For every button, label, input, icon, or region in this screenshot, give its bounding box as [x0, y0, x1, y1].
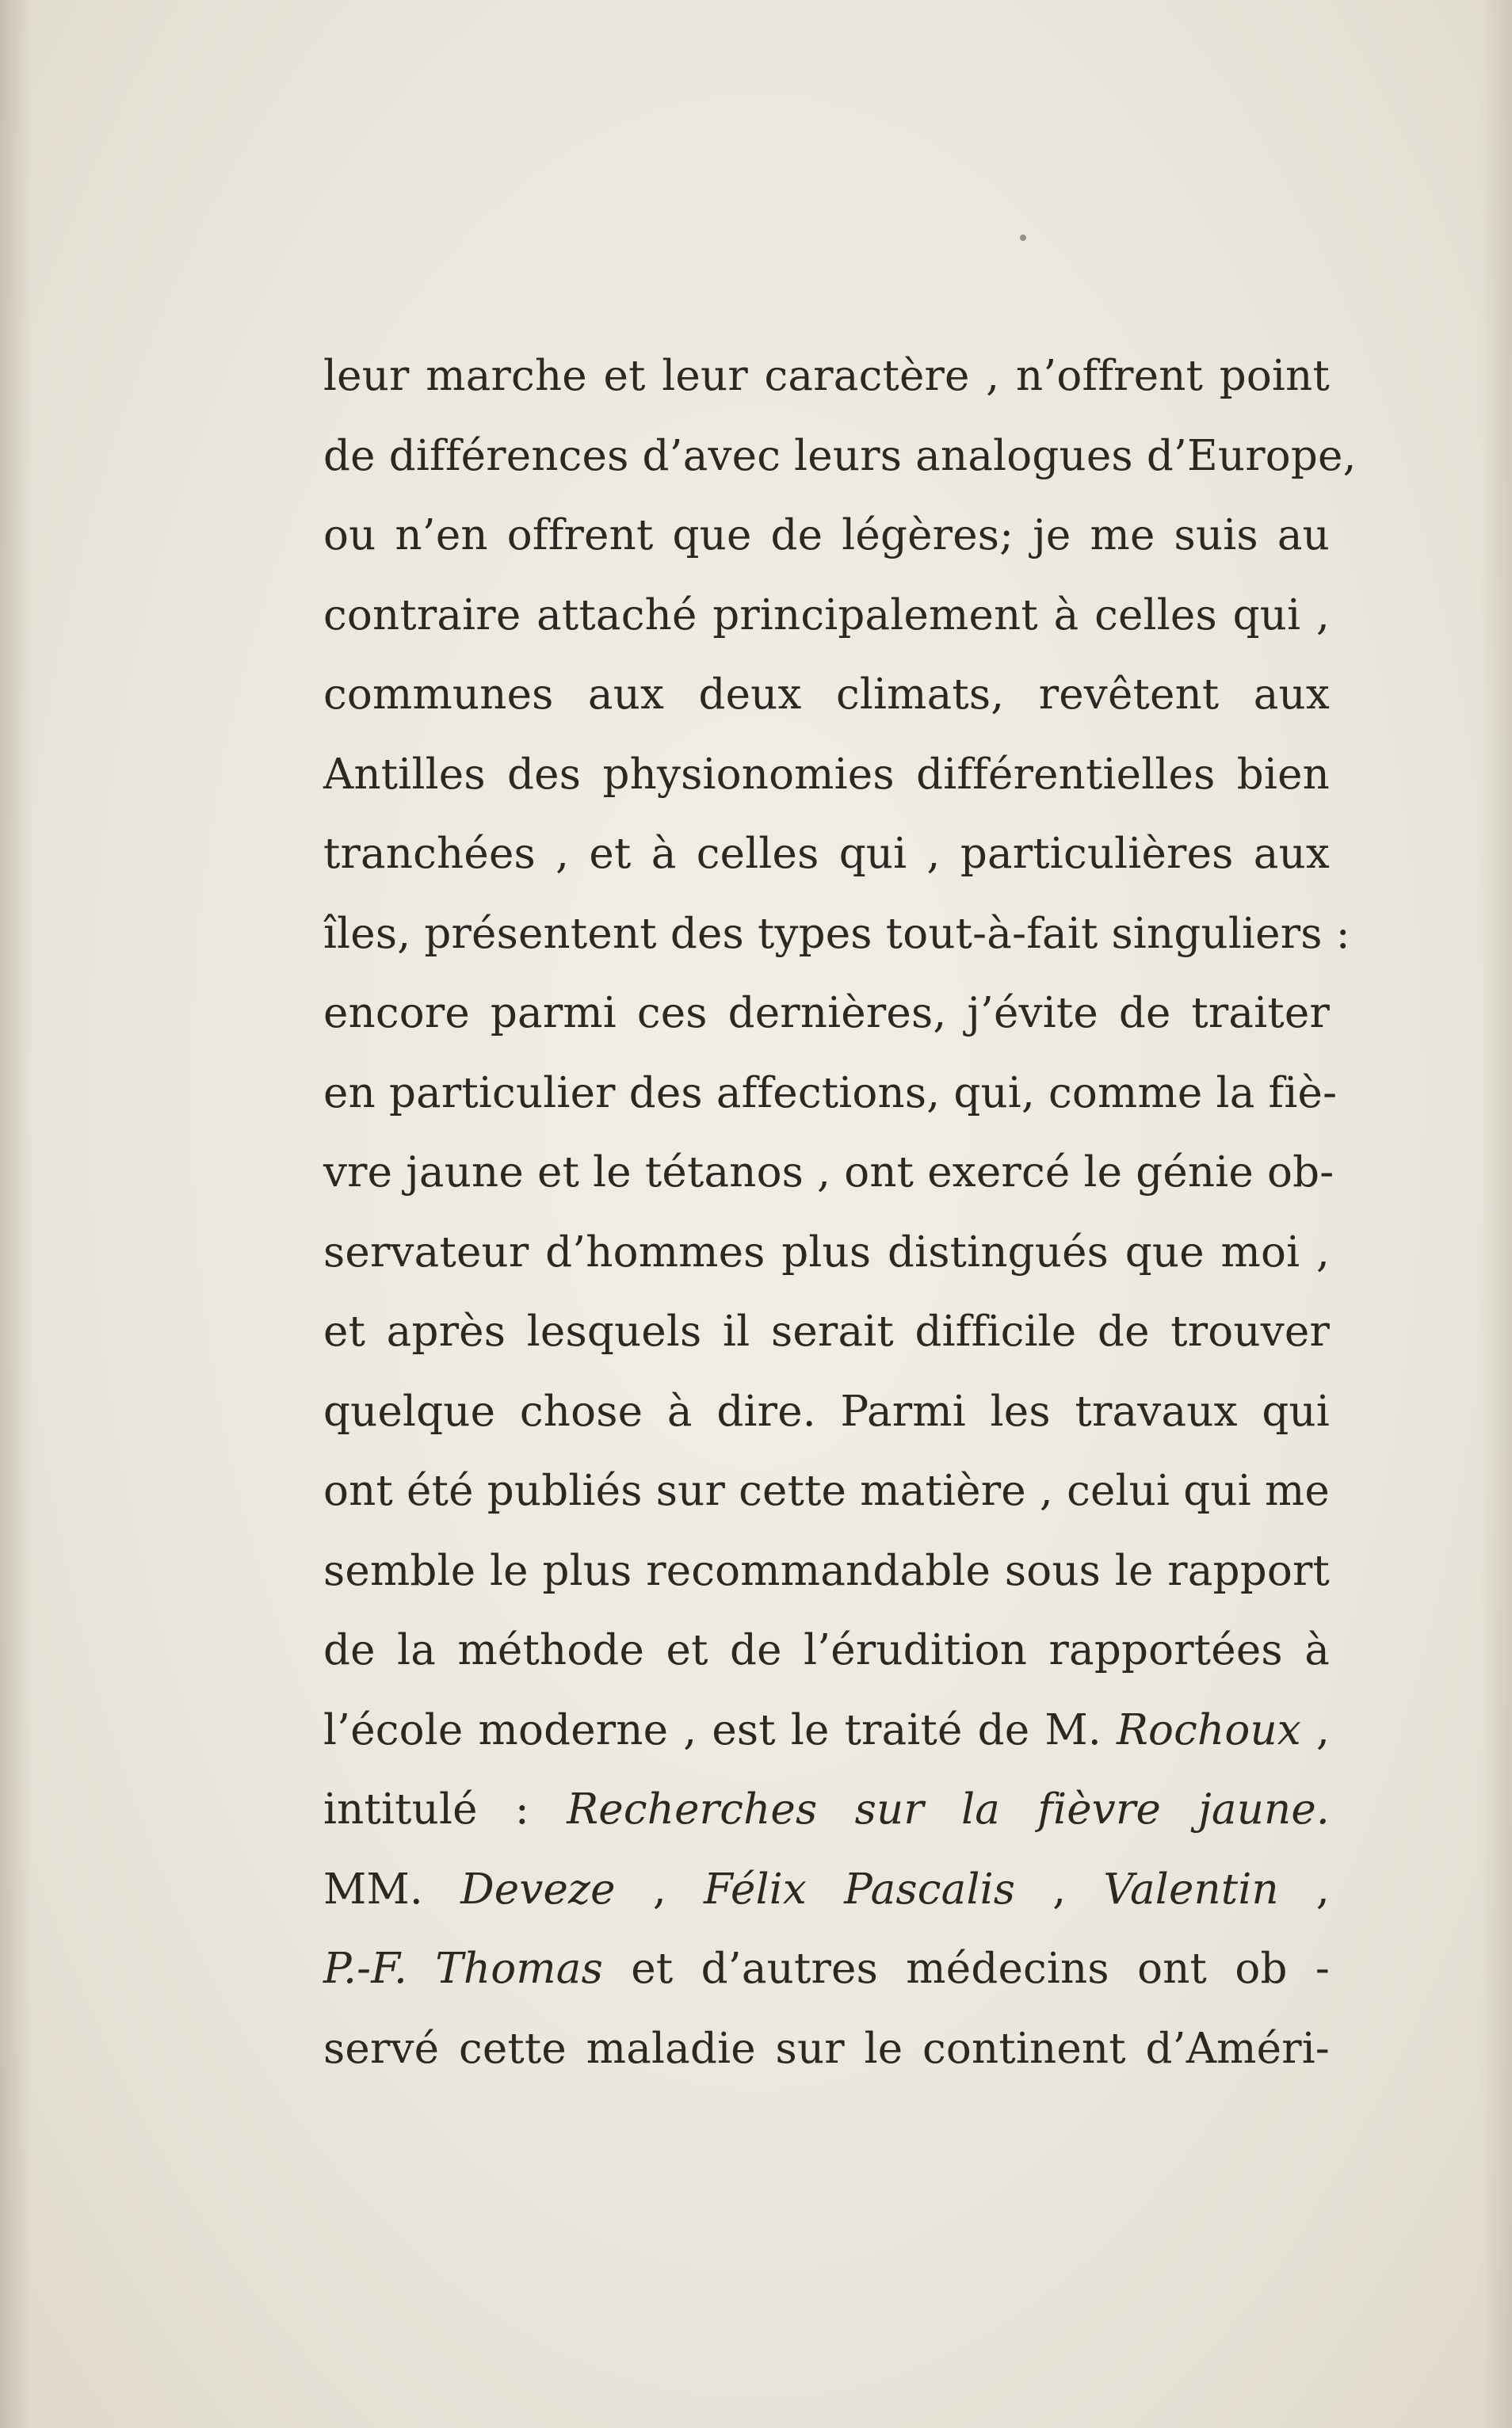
text-segment: , — [615, 1865, 704, 1914]
text-segment: quelque chose à dire. Parmi les travaux qui — [323, 1387, 1330, 1436]
text-line — [323, 895, 1350, 975]
text-line — [323, 655, 1330, 735]
text-segment: vre jaune et le tétanos , ont exercé le génie ob- — [323, 1148, 1334, 1197]
body-text — [323, 337, 1357, 2159]
text-segment: semble le plus recommandable sous le rapport — [323, 1546, 1330, 1595]
text-segment: Antilles des physionomies différentielles bien — [323, 750, 1330, 799]
text-line — [323, 1850, 1330, 1930]
text-segment: intitulé : — [323, 1785, 567, 1834]
text-line — [323, 1372, 1330, 1453]
text-segment: servé cette maladie sur le continent d’Améri- — [323, 2024, 1330, 2073]
text-line — [323, 2010, 1330, 2090]
text-segment: tranchées , et à celles qui , particulières aux — [323, 830, 1330, 878]
text-line — [323, 1133, 1334, 1213]
text-line — [323, 1611, 1330, 1691]
ink-speck — [1020, 235, 1026, 241]
text-line — [323, 974, 1330, 1054]
text-segment: , — [1300, 1705, 1330, 1754]
text-segment: , — [1278, 1865, 1330, 1914]
text-line — [323, 576, 1330, 656]
italic-text-segment: Recherches sur la fièvre jaune. — [567, 1785, 1330, 1834]
italic-text-segment: Rochoux — [1116, 1705, 1301, 1754]
text-segment: MM. — [323, 1865, 461, 1914]
text-line — [323, 1213, 1330, 1293]
text-line — [323, 1532, 1330, 1612]
text-line — [323, 1770, 1330, 1850]
text-segment: contraire attaché principalement à celles qui , — [323, 590, 1330, 639]
text-segment: servateur d’hommes plus distingués que moi , — [323, 1227, 1330, 1277]
text-segment: ont été publiés sur cette matière , celui qui me — [323, 1467, 1330, 1515]
text-line — [323, 496, 1330, 576]
page-edge-shadow-right — [1480, 0, 1512, 2428]
italic-text-segment: P.-F. Thomas — [323, 1945, 603, 1993]
text-segment: ou n’en offrent que de légères; je me suis au — [323, 511, 1330, 559]
text-segment: en particulier des affections, qui, comme la fiè- — [323, 1068, 1338, 1117]
text-line — [323, 1691, 1330, 1771]
text-line — [323, 337, 1330, 417]
text-segment: et après lesquels il serait difficile de trouver — [323, 1308, 1330, 1356]
text-line — [323, 417, 1357, 497]
text-segment: de la méthode et de l’érudition rapportées à — [323, 1626, 1330, 1674]
italic-text-segment: Valentin — [1103, 1865, 1279, 1914]
page-edge-shadow-left — [0, 0, 32, 2428]
text-segment: et d’autres médecins ont ob - — [603, 1945, 1330, 1993]
text-line — [323, 735, 1330, 815]
text-line — [323, 1292, 1330, 1372]
text-line — [323, 1054, 1338, 1134]
text-segment: l’école moderne , est le traité de M. — [323, 1705, 1117, 1754]
text-line — [323, 815, 1330, 895]
text-segment: communes aux deux climats, revêtent aux — [323, 670, 1330, 719]
italic-text-segment: Deveze — [460, 1865, 616, 1914]
text-segment: leur marche et leur caractère , n’offrent point — [323, 352, 1330, 400]
text-segment: îles, présentent des types tout-à-fait singuliers : — [323, 909, 1350, 958]
italic-text-segment: Félix Pascalis — [703, 1865, 1016, 1914]
text-segment: encore parmi ces dernières, j’évite de traiter — [323, 989, 1330, 1037]
text-line — [323, 1930, 1330, 2010]
text-line — [323, 1452, 1330, 1532]
text-segment: de différences d’avec leurs analogues d’Europe, — [323, 431, 1357, 480]
text-segment: , — [1015, 1865, 1104, 1914]
